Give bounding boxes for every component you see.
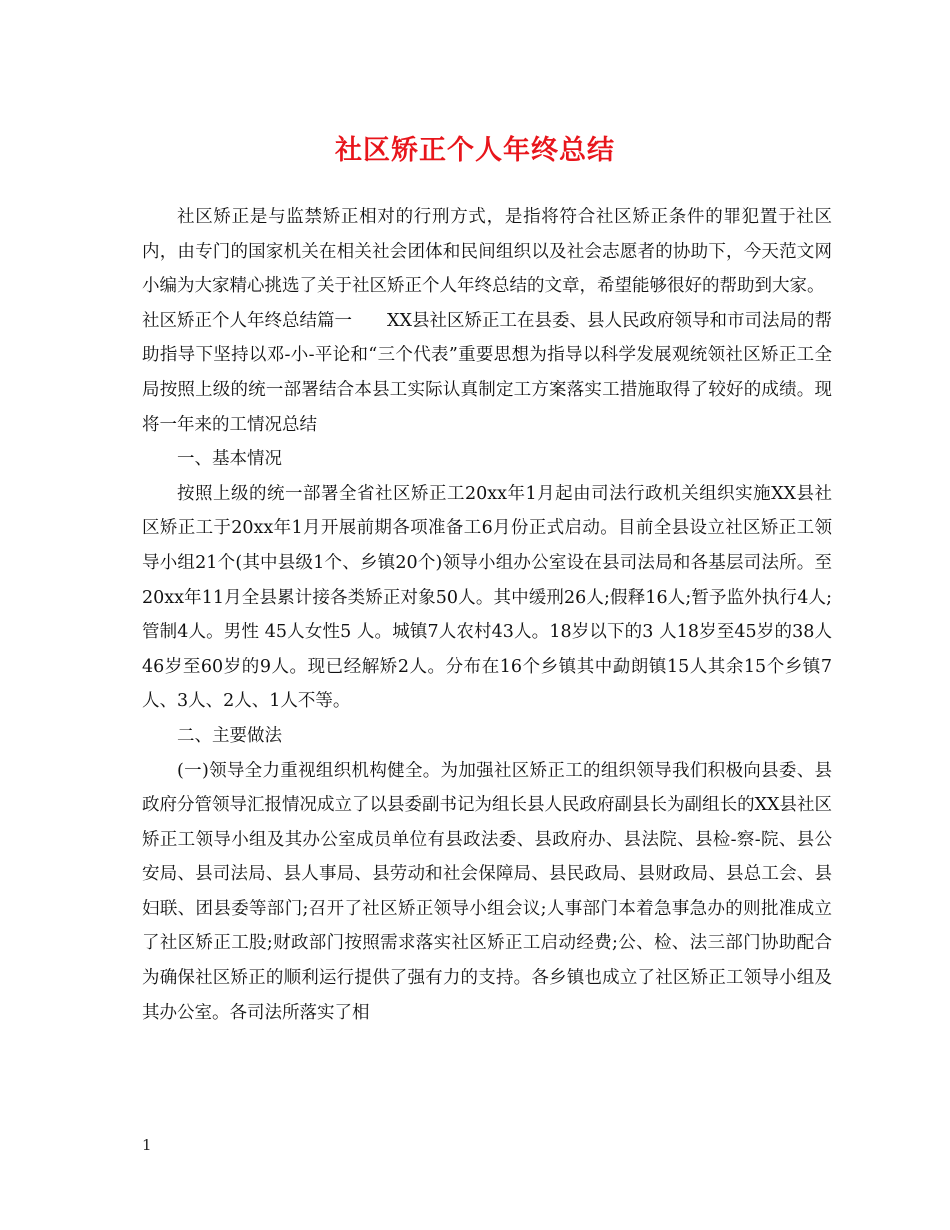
article-opening-paragraph: 社区矫正个人年终总结篇一 XX县社区矫正工在县委、县人民政府领导和市司法局的帮助指导下坚持以邓-小-平论和“三个代表”重要思想为指导以科学发展观统领社区矫正工全局按照上级的统一部署结合本县工实际认真制定工方案落实工措施取得了较好的成绩。现将一年来的工情况总结 (142, 310, 832, 435)
intro-paragraph: 社区矫正是与监禁矫正相对的行刑方式，是指将符合社区矫正条件的罪犯置于社区内，由专门的国家机关在相关社会团体和民间组织以及社会志愿者的协助下，今天范文网小编为大家精心挑选了关于社区矫正个人年终总结的文章，希望能够很好的帮助到大家。 (142, 207, 832, 297)
section-heading-basic: 一、基本情况 (177, 449, 282, 470)
main-practices-paragraph: (一)领导全力重视组织机构健全。为加强社区矫正工的组织领导我们积极向县委、县政府分管领导汇报情况成立了以县委副书记为组长县人民政府副县长为副组长的XX县社区矫正工领导小组及其办公室成员单位有县政法委、县政府办、县法院、县检-察-院、县公安局、县司法局、县人事局、县劳动和社会保障局、县民政局、县财政局、县总工会、县妇联、团县委等部门;召开了社区矫正领导小组会议;人事部门本着急事急办的则批准成立了社区矫正工股;财政部门按照需求落实社区矫正工启动经费;公、检、法三部门协助配合为确保社区矫正的顺利运行提供了强有力的支持。各乡镇也成立了社区矫正工领导小组及其办公室。各司法所落实了相 (142, 760, 832, 1023)
document-body (142, 200, 832, 1030)
page-number: 1 (142, 1136, 152, 1154)
section-heading-practices: 二、主要做法 (177, 725, 282, 746)
document-title: 社区矫正个人年终总结 (335, 135, 615, 166)
basic-situation-paragraph: 按照上级的统一部署全省社区矫正工20xx年1月起由司法行政机关组织实施XX县社区矫正工于20xx年1月开展前期各项准备工6月份正式启动。目前全县设立社区矫正工领导小组21个(其中县级1个、乡镇20个)领导小组办公室设在县司法局和各基层司法所。至20xx年11月全县累计接各类矫正对象50人。其中缓刑26人;假释16人;暂予监外执行4人;管制4人。男性 45人女性5 人。城镇7人农村43人。18岁以下的3 人18岁至45岁的38人46岁至60岁的9人。现已经解矫2人。分布在16个乡镇其中勐朗镇15人其余15个乡镇7人、3人、2人、1人不等。 (142, 483, 832, 712)
